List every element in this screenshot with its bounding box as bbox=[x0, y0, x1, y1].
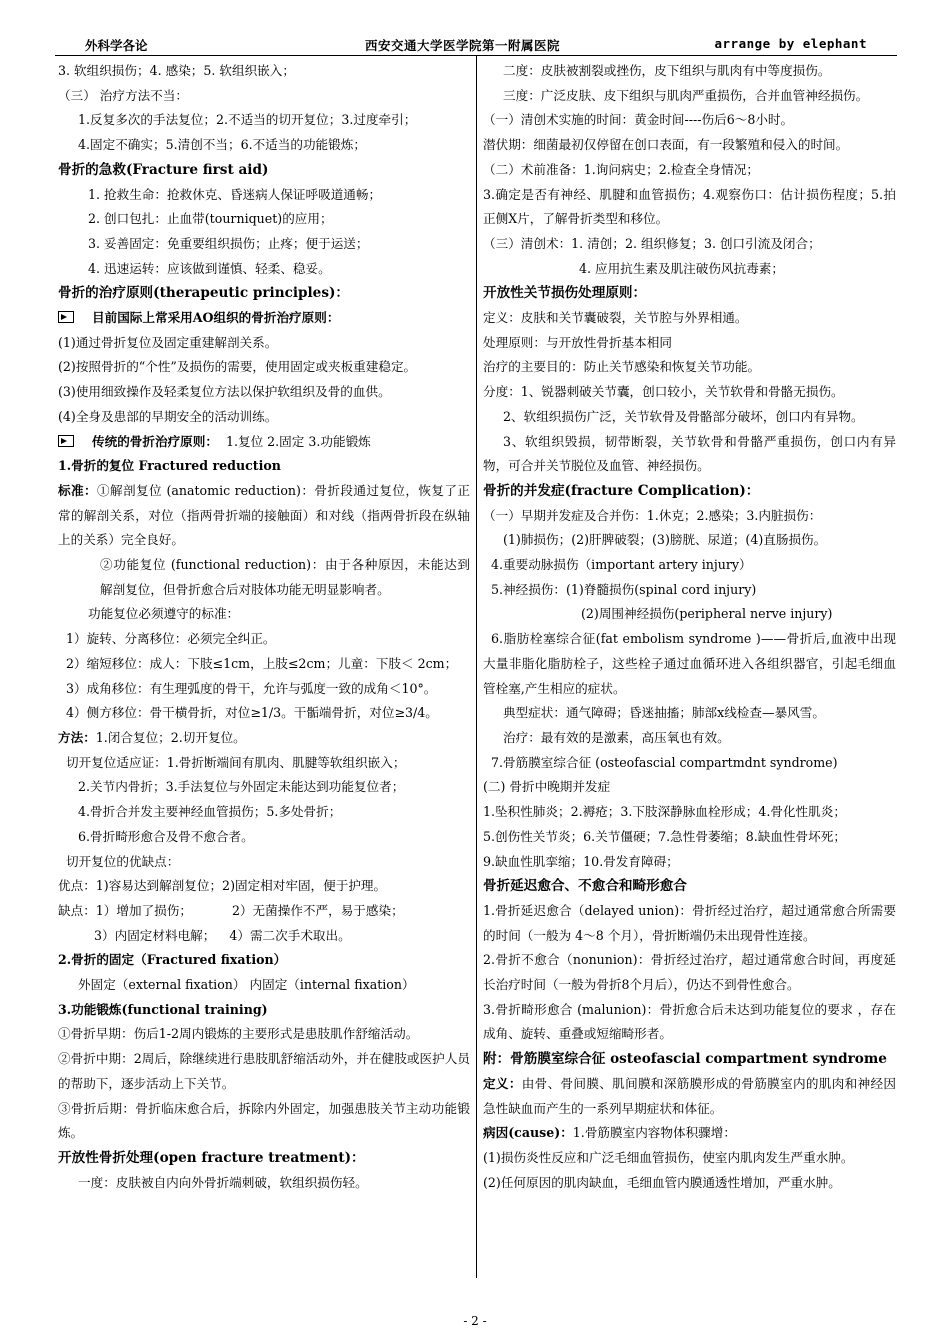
paragraph: 3、软组织毁损，韧带断裂，关节软骨和骨骼严重损伤，创口内有异物，可合并关节脱位及血管、神经损伤。 bbox=[483, 433, 896, 474]
paragraph: ①解剖复位 (anatomic reduction)：骨折段通过复位，恢复了正常的解剖关系，对位（指两骨折端的接触面）和对线（指两骨折段在纵轴上的关系）完全良好。 bbox=[58, 482, 471, 548]
text-line: 5.创伤性关节炎；6.关节僵硬；7.急性骨萎缩；8.缺血性骨坏死； bbox=[483, 828, 846, 844]
text-line: 7.骨筋膜室综合征 (osteofascial compartmdnt syndrome) bbox=[491, 754, 838, 770]
subheading: 传统的骨折治疗原则： bbox=[92, 433, 218, 449]
right-column bbox=[483, 59, 896, 1195]
label: 病因(cause)： bbox=[483, 1125, 573, 1141]
paragraph: 由骨、骨间膜、肌间膜和深筋膜形成的骨筋膜室内的肌肉和神经因急性缺血而产生的一系列早期症状和体征。 bbox=[483, 1075, 897, 1116]
page-number: - 2 - bbox=[463, 1314, 487, 1328]
paragraph: 6.脂肪栓塞综合征(fat embolism syndrome )——骨折后,血液中出现大量非脂化脂肪栓子，这些栓子通过血循环进入各组织器官，引起毛细血管栓塞,产生相应的症状。 bbox=[483, 631, 896, 696]
text-line: 6.骨折畸形愈合及骨不愈合者。 bbox=[78, 828, 254, 844]
text-line: 4.固定不确实；5.清创不当；6.不适当的功能锻炼； bbox=[78, 137, 366, 153]
text-line: （一）早期并发症及合并伤：1.休克；2.感染；3.内脏损伤： bbox=[483, 507, 822, 523]
text-line: 1.骨筋膜室内容物体积骤增： bbox=[572, 1125, 736, 1141]
text-line: 二度：皮肤被割裂或挫伤，皮下组织与肌肉有中等度损伤。 bbox=[503, 63, 831, 78]
text-line: (2)周围神经损伤(peripheral nerve injury) bbox=[581, 606, 833, 622]
text-line: 4.骨折合并发主要神经血管损伤；5.多处骨折； bbox=[78, 804, 342, 820]
text-line: 优点：1)容易达到解剖复位；2)固定相对牢固，便于护理。 bbox=[58, 878, 387, 894]
text-line: （三）清创术：1. 清创；2. 组织修复；3. 创口引流及闭合； bbox=[483, 235, 821, 251]
text-line: （一）清创术实施的时间：黄金时间----伤后6～8小时。 bbox=[483, 112, 794, 128]
paragraph: ②骨折中期：2周后，除继续进行患肢肌舒缩活动外，并在健肢或医护人员的帮助下，逐步活动上下关节。 bbox=[58, 1051, 470, 1091]
list-item: 1）旋转、分离移位：必须完全纠正。 bbox=[66, 631, 276, 647]
header-left: 外科学各论 bbox=[85, 38, 148, 53]
list-item: 2）缩短移位：成人：下肢≤1cm，上肢≤2cm；儿童：下肢＜ 2cm； bbox=[66, 655, 458, 671]
text-line: 治疗的主要目的：防止关节感染和恢复关节功能。 bbox=[483, 359, 761, 375]
list-item: 2. 创口包扎：止血带(tourniquet)的应用； bbox=[88, 211, 333, 227]
subheading: 2.骨折的固定（Fractured fixation） bbox=[58, 952, 287, 968]
text-line: 治疗：最有效的是激素，高压氧也有效。 bbox=[503, 729, 730, 745]
text-line: 功能复位必须遵守的标准： bbox=[88, 606, 240, 622]
paragraph: (2)按照骨折的“个性”及损伤的需要，使用固定或夹板重建稳定。 bbox=[58, 359, 417, 375]
text-line: 处理原则：与开放性骨折基本相同 bbox=[483, 334, 672, 350]
text-line: 2）无菌操作不严，易于感染； bbox=[231, 902, 404, 918]
text-line: 5.神经损伤：(1)脊髓损伤(spinal cord injury) bbox=[491, 581, 757, 597]
label: 标准： bbox=[58, 482, 98, 498]
list-item: 1. 抢救生命：抢救休克、昏迷病人保证呼吸道通畅； bbox=[88, 186, 382, 202]
list-item: 4）侧方移位：骨干横骨折，对位≥1/3。干骺端骨折，对位≥3/4。 bbox=[66, 705, 438, 721]
subheading: 目前国际上常采用AO组织的骨折治疗原则： bbox=[92, 310, 340, 326]
paragraph: (1)损伤炎性反应和广泛毛细血管损伤，使室内肌肉发生严重水肿。 bbox=[483, 1149, 854, 1165]
text-line: 1.坠积性肺炎；2.褥疮；3.下肢深静脉血栓形成；4.骨化性肌炎； bbox=[483, 804, 846, 820]
section-heading: 骨折的治疗原则(therapeutic principles)： bbox=[58, 285, 350, 302]
text-line: 1.复位 2.固定 3.功能锻炼 bbox=[225, 433, 371, 449]
subheading: 1.骨折的复位 Fractured reduction bbox=[58, 458, 281, 474]
text-line: 缺点：1）增加了损伤； bbox=[58, 902, 192, 918]
section-heading: 骨折的并发症(fracture Complication)： bbox=[483, 482, 760, 499]
text-line: (1)肺损伤；(2)肝脾破裂；(3)膀胱、尿道；(4)直肠损伤。 bbox=[503, 532, 827, 548]
paragraph: 三度：广泛皮肤、皮下组织与肌肉严重损伤，合并血管神经损伤。 bbox=[503, 87, 869, 103]
section-heading: 骨折的急救(Fracture first aid) bbox=[58, 161, 269, 178]
section-heading: 开放性骨折处理(open fracture treatment)： bbox=[58, 1149, 365, 1166]
text-line: 4.重要动脉损伤（important artery injury） bbox=[491, 557, 752, 573]
paragraph: 3.确定是否有神经、肌腱和血管损伤；4.观察伤口：估计损伤程度；5.拍正侧X片，了解骨折类型和移位。 bbox=[483, 186, 896, 227]
arrow-box-icon bbox=[58, 311, 74, 323]
subheading: 3.功能锻炼(functional training) bbox=[58, 1001, 268, 1017]
text-line: 2、软组织损伤广泛，关节软骨及骨骼部分破坏，创口内有异物。 bbox=[503, 408, 864, 424]
text-line: 3）内固定材料电解； bbox=[94, 927, 216, 943]
text-line: 一度：皮肤被自内向外骨折端刺破，软组织损伤轻。 bbox=[78, 1174, 368, 1190]
paragraph: 3.骨折畸形愈合 (malunion)：骨折愈合后未达到功能复位的要求 ，存在成角、旋转、重叠或短缩畸形者。 bbox=[483, 1001, 896, 1042]
text-line: （二）术前准备：1.询问病史；2.检查全身情况； bbox=[483, 161, 759, 177]
header-center: 西安交通大学医学院第一附属医院 bbox=[365, 38, 561, 53]
label: 方法： bbox=[58, 729, 96, 745]
text-line: (1)通过骨折复位及固定重建解剖关系。 bbox=[58, 334, 278, 350]
list-item: 4. 迅速运转：应该做到谨慎、轻柔、稳妥。 bbox=[88, 260, 331, 276]
text-line: (2)任何原因的肌肉缺血，毛细血管内膜通透性增加，严重水肿。 bbox=[483, 1174, 841, 1190]
arrow-box-icon bbox=[58, 435, 74, 447]
text-line: 切开复位的优缺点： bbox=[66, 853, 180, 869]
text-line: 1.反复多次的手法复位；2.不适当的切开复位；3.过度牵引； bbox=[78, 112, 417, 128]
text-line: 定义：皮肤和关节囊破裂，关节腔与外界相通。 bbox=[483, 310, 748, 326]
text-line: 4. 应用抗生素及肌注破伤风抗毒素； bbox=[579, 260, 784, 276]
list-item: 3）成角移位：有生理弧度的骨干，允许与弧度一致的成角＜10°。 bbox=[66, 680, 437, 696]
text-line: 4）需二次手术取出。 bbox=[229, 927, 351, 943]
text-line: 2.关节内骨折；3.手法复位与外固定未能达到功能复位者； bbox=[78, 779, 405, 795]
text-line: ①骨折早期：伤后1-2周内锻炼的主要形式是患肢肌作舒缩活动。 bbox=[58, 1026, 419, 1042]
text-line: 9.缺血性肌挛缩；10.骨发育障碍； bbox=[483, 853, 679, 869]
section-heading: 骨折延迟愈合、不愈合和畸形愈合 bbox=[483, 878, 687, 895]
section-heading: 附：骨筋膜室综合征 osteofascial compartment syndrome bbox=[483, 1051, 887, 1068]
text-line: 1.闭合复位；2.切开复位。 bbox=[95, 729, 246, 745]
text-line: 潜伏期：细菌最初仅停留在创口表面，有一段繁殖和侵入的时间。 bbox=[483, 137, 849, 153]
text-line: 切开复位适应证：1.骨折断端间有肌肉、肌腱等软组织嵌入； bbox=[66, 754, 406, 770]
text-line: (3)使用细致操作及轻柔复位方法以保护软组织及骨的血供。 bbox=[58, 384, 391, 400]
text-line: 分度：1、锐器刺破关节囊，创口较小，关节软骨和骨骼无损伤。 bbox=[483, 384, 844, 400]
paragraph: ③骨折后期：骨折临床愈合后，拆除内外固定，加强患肢关节主动功能锻炼。 bbox=[58, 1100, 470, 1141]
text-line: （三） 治疗方法不当： bbox=[58, 87, 188, 103]
list-item: 3. 妥善固定：免重要组织损伤；止疼；便于运送； bbox=[88, 235, 369, 251]
paragraph: 1.骨折延迟愈合（delayed union)：骨折经过治疗，超过通常愈合所需要的时间（一般为 4～8 个月），骨折断端仍未出现骨性连接。 bbox=[483, 902, 896, 943]
text-line: 3. 软组织损伤；4. 感染；5. 软组织嵌入； bbox=[58, 63, 295, 78]
page-header bbox=[55, 34, 897, 54]
header-right: arrange by elephant bbox=[714, 36, 867, 51]
paragraph: ②功能复位 (functional reduction)：由于各种原因，未能达到解剖复位，但骨折愈合后对肢体功能无明显影响者。 bbox=[100, 557, 470, 597]
left-column bbox=[58, 59, 470, 1195]
text-line: (二) 骨折中晚期并发症 bbox=[483, 779, 611, 795]
column-divider bbox=[476, 56, 477, 1278]
paragraph: 2.骨折不愈合（nonunion)：骨折经过治疗，超过通常愈合时间，再度延长治疗时间（一般为骨折8个月后），仍达不到骨性愈合。 bbox=[483, 952, 896, 993]
label: 定义： bbox=[483, 1075, 522, 1091]
text-line: 外固定（external fixation） 内固定（internal fixation） bbox=[78, 977, 415, 993]
text-line: 典型症状：通气障碍；昏迷抽搐；肺部x线检查—暴风雪。 bbox=[503, 705, 825, 721]
text-line: (4)全身及患部的早期安全的活动训练。 bbox=[58, 408, 278, 424]
section-heading: 开放性关节损伤处理原则： bbox=[483, 285, 647, 302]
